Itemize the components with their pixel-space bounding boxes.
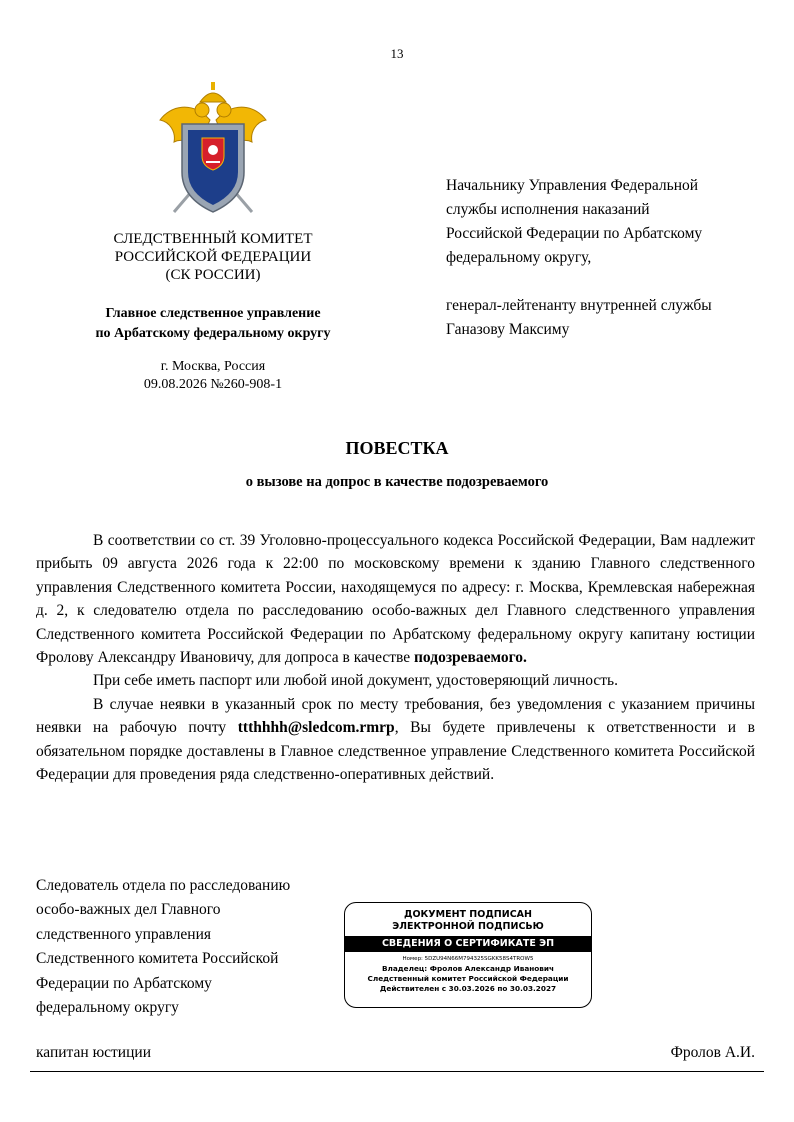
document-title: ПОВЕСТКА <box>345 438 449 458</box>
signer-rank: капитан юстиции <box>36 1044 151 1061</box>
place-and-date <box>60 358 366 394</box>
document-body <box>36 529 755 786</box>
paragraph-1: В соответствии со ст. 39 Уголовно-процессуального кодекса Российской Федерации, Вам надлежит прибыть 09 августа 2026 года к 22:00 по московскому времени к зданию Главного следственного управления Следственного комитета России, находящемуся по адресу: г. Москва, Кремлевская набережная д. 2, к следователю отдела по расследованию особо-важных дел Главного следственного управления Следственного комитета Российской Федерации по Арбатскому федеральному округу капитану юстиции Фролову Александру Ивановичу, для допроса в качестве подозреваемого. <box>36 532 755 667</box>
stamp-validity: Действителен с 30.03.2026 по 30.03.2027 <box>379 984 557 993</box>
email-link[interactable]: ttthhhh@sledcom.rmrp <box>237 719 395 737</box>
city: г. Москва, Россия <box>160 359 266 374</box>
suspect-emphasis: подозреваемого. <box>414 649 527 667</box>
organization-name: СЛЕДСТВЕННЫЙ КОМИТЕТ РОССИЙСКОЙ ФЕДЕРАЦИИ (СК РОССИИ) <box>113 231 313 283</box>
stamp-certificate-bar: СВЕДЕНИЯ О СЕРТИФИКАТЕ ЭП <box>345 936 591 952</box>
addressee-block: Начальнику Управления Федеральной службы исполнения наказаний Российской Федерации по Арбатскому федеральному округу, генерал-лейтенанту внутренней службы Ганазову Максиму <box>446 177 712 338</box>
department-name: Главное следственное управление по Арбатскому федеральному округу <box>95 306 331 341</box>
electronic-signature-stamp <box>344 902 592 1008</box>
page-number: 13 <box>390 46 404 61</box>
bottom-divider <box>30 1071 764 1072</box>
stamp-organization: Следственный комитет Российской Федерации <box>367 974 569 983</box>
signer-position: Следователь отдела по расследованию особо-важных дел Главного следственного управления Следственного комитета Российской Федерации по Арбатскому федеральному округу <box>36 877 291 1017</box>
stamp-owner: Владелец: Фролов Александр Иванович <box>381 964 555 973</box>
stamp-number: Номер: 5DZU94N66M794325SGKK58S4TROW5 <box>402 956 534 962</box>
signer-name: Фролов А.И. <box>670 1044 755 1061</box>
paragraph-3: В случае неявки в указанный срок по месту требования, без уведомления с указанием причины неявки на рабочую почту ttthhhh@sledcom.rmrp, Вы будете привлечены к ответственности и в обязательном порядке доставлены в Главное следственное управление Следственного комитета Российской Федерации для проведения ряда следственно-оперативных действий. <box>36 695 755 784</box>
date-number: 09.08.2026 №260-908-1 <box>143 377 283 392</box>
paragraph-2: При себе иметь паспорт или любой иной документ, удостоверяющий личность. <box>93 672 618 690</box>
stamp-title: ДОКУМЕНТ ПОДПИСАН ЭЛЕКТРОННОЙ ПОДПИСЬЮ <box>392 909 544 932</box>
document-subtitle: о вызове на допрос в качестве подозреваемого <box>245 474 549 490</box>
investigative-committee-emblem-icon <box>152 80 274 220</box>
